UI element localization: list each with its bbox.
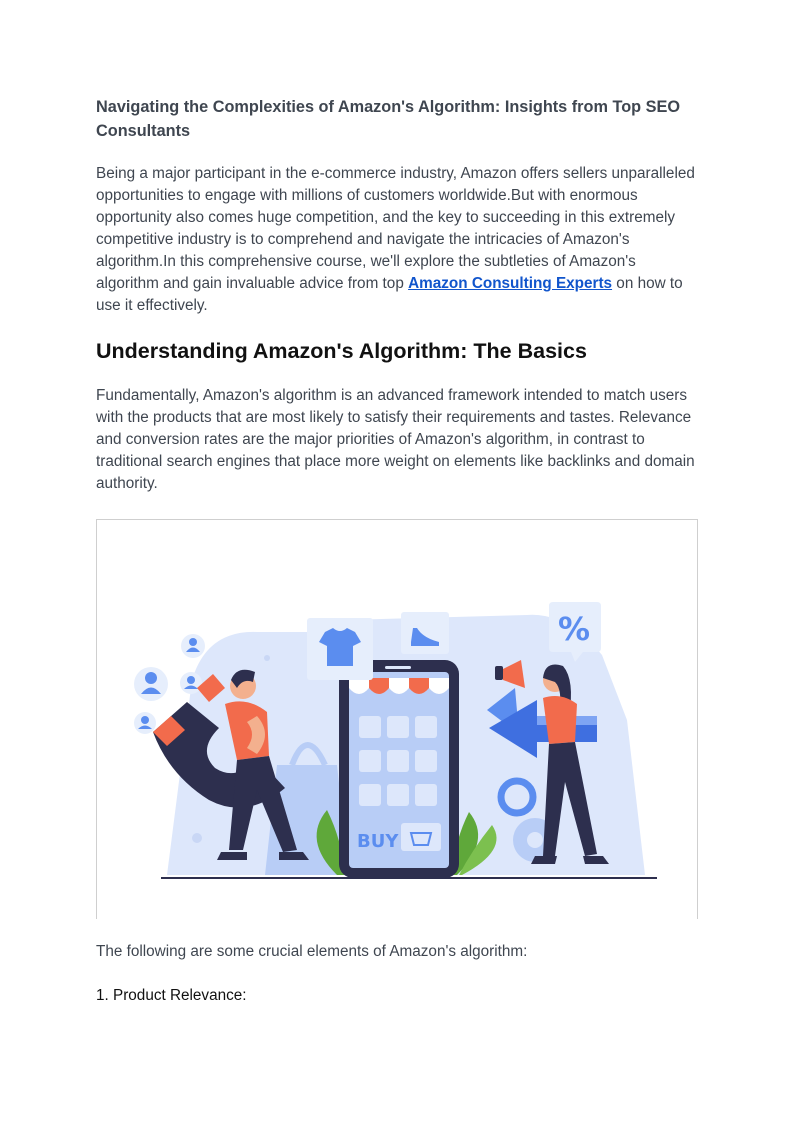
- intro-text: Being a major participant in the e-commerce industry, Amazon offers sellers unparalleled opportunities to engage with millions of customers worldwide.But with enormous opportunity also comes huge competition, and the key to succeeding in this extremely competitive industry is to comprehend and navigate the intricacies of Amazon's algorithm.In this comprehensive course, we'll explore the subtleties of Amazon's algorithm and gain invaluable advice from top: [96, 165, 695, 292]
- shoe-card: [401, 612, 449, 654]
- product-grid: [359, 716, 437, 806]
- basket-icon: [401, 823, 441, 851]
- illustration-svg: [97, 520, 697, 920]
- document-title: Navigating the Complexities of Amazon's Algorithm: Insights from Top SEO Consultants: [96, 98, 681, 140]
- buy-label: BUY: [357, 831, 399, 852]
- percent-icon: %: [558, 610, 591, 648]
- intro-text-end: on how to use it effectively.: [96, 275, 683, 314]
- basics-paragraph: Fundamentally, Amazon's algorithm is an advanced framework intended to match users with the products that are most likely to satisfy their requirements and tastes. Relevance and conversion rates are the major priorities of Amazon's algorithm, in contrast to traditional search engines that place more weight on elements like backlinks and domain authority.: [96, 387, 695, 492]
- amazon-consulting-experts-link[interactable]: Amazon Consulting Experts: [408, 275, 613, 292]
- intro-paragraph: [96, 163, 698, 317]
- tshirt-card: [307, 618, 373, 680]
- section-heading: Understanding Amazon's Algorithm: The Basics: [96, 339, 587, 363]
- store-awning: [349, 678, 449, 694]
- ecommerce-illustration: [96, 519, 698, 919]
- phone-storefront: [339, 660, 459, 878]
- elements-intro: The following are some crucial elements of Amazon's algorithm:: [96, 943, 528, 960]
- list-item-product-relevance: 1. Product Relevance:: [96, 987, 247, 1004]
